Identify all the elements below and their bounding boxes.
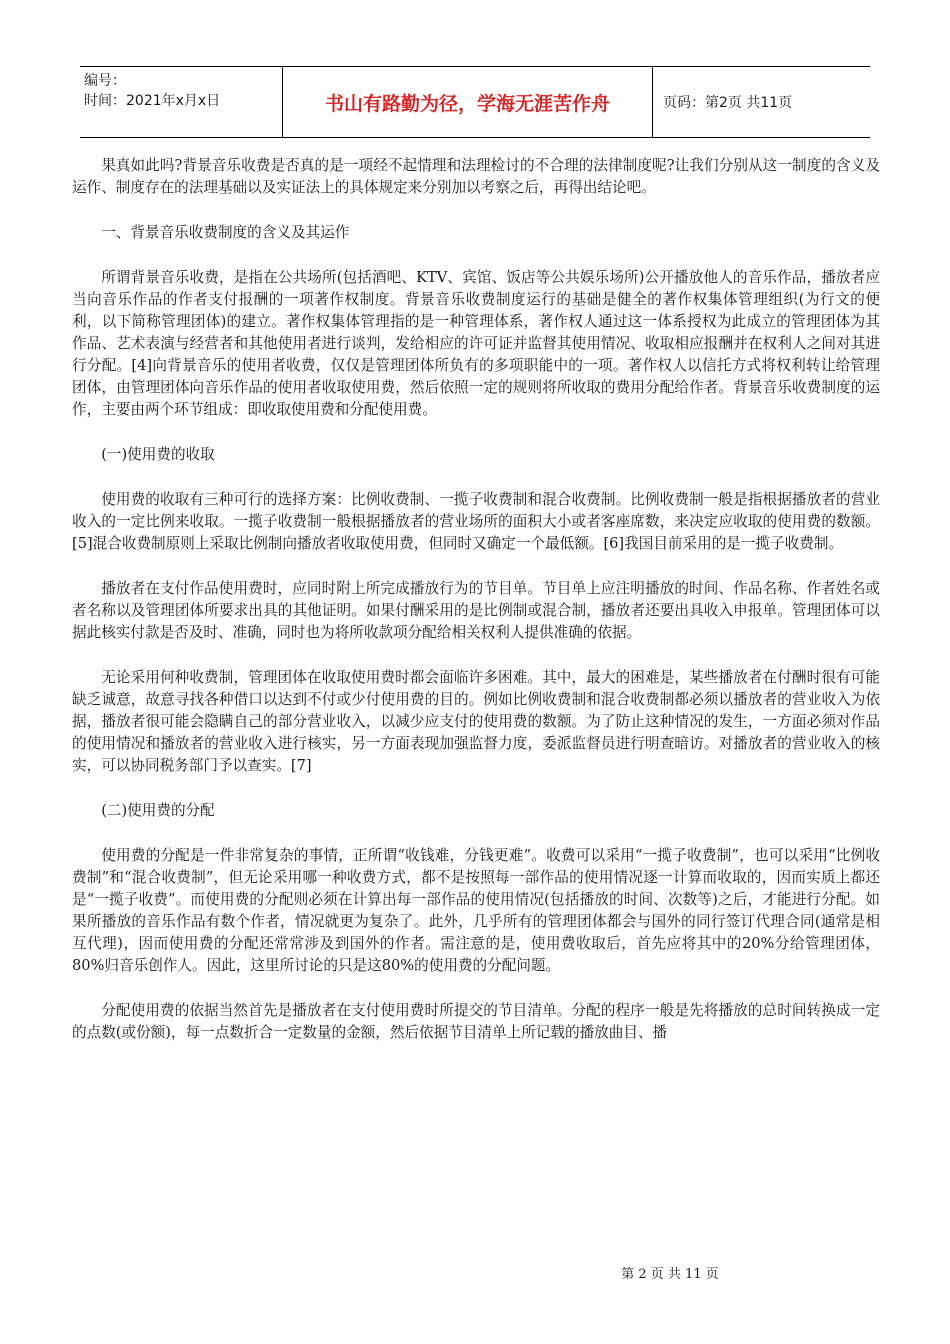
paragraph: 使用费的分配是一件非常复杂的事情，正所谓“收钱难，分钱更难”。收费可以采用“一揽子收费制”，也可以采用“比例收费制”和“混合收费制”，但无论采用哪一种收费方式，都不是按照每一部作品的使用情况逐一计算而收取的，因而实质上都还是“一揽子收费”。而使用费的分配则必须在计算出每一部作品的使用情况(包括播放的时间、次数等)之后，才能进行分配。如果所播放的音乐作品有数个作者，情况就更为复杂了。此外，几乎所有的管理团体都会与国外的同行签订代理合同(通常是相互代理)，因而使用费的分配还常常涉及到国外的作者。需注意的是，使用费收取后，首先应将其中的20%分给管理团体，80%归音乐创作人。因此，这里所讨论的只是这80%的使用费的分配问题。 (72, 847, 880, 974)
page-footer: 第 2 页 共 11 页 (621, 1267, 719, 1282)
subsection-heading: (二)使用费的分配 (101, 802, 215, 819)
paragraph: 果真如此吗?背景音乐收费是否真的是一项经不起情理和法理检讨的不合理的法律制度呢?让我们分别从这一制度的含义及运作、制度存在的法理基础以及实证法上的具体规定来分别加以考察之后，再得出结论吧。 (72, 157, 880, 196)
subsection-heading: (一)使用费的收取 (101, 446, 215, 463)
header-meta (80, 67, 283, 137)
paragraph: 使用费的收取有三种可行的选择方案：比例收费制、一揽子收费制和混合收费制。比例收费制一般是指根据播放者的营业收入的一定比例来收取。一揽子收费制一般根据播放者的营业场所的面积大小或者客座席数，来决定应收取的使用费的数额。[5]混合收费制原则上采取比例制向播放者收取使用费，但同时又确定一个最低额。[6]我国目前采用的是一揽子收费制。 (72, 491, 880, 552)
header-page-label: 页码：第2页 共11页 (663, 95, 793, 111)
paragraph: 无论采用何种收费制，管理团体在收取使用费时都会面临许多困难。其中，最大的困难是，某些播放者在付酬时很有可能缺乏诚意，故意寻找各种借口以达到不付或少付使用费的目的。例如比例收费制和混合收费制都必须以播放者的营业收入为依据，播放者很可能会隐瞒自己的部分营业收入，以减少应支付的使用费的数额。为了防止这种情况的发生，一方面必须对作品的使用情况和播放者的营业收入进行核实，另一方面表现加强监督力度，委派监督员进行明查暗访。对播放者的营业收入的核实，可以协同税务部门予以查实。[7] (72, 669, 880, 774)
document-body (72, 155, 880, 1067)
section-heading: 一、背景音乐收费制度的含义及其运作 (101, 224, 350, 241)
paragraph: 播放者在支付作品使用费时，应同时附上所完成播放行为的节目单。节目单上应注明播放的时间、作品名称、作者姓名或者名称以及管理团体所要求出具的其他证明。如果付酬采用的是比例制或混合制，播放者还要出具收入申报单。管理团体可以据此核实付款是否及时、准确，同时也为将所收款项分配给相关权利人提供准确的依据。 (72, 580, 880, 641)
paragraph: 所谓背景音乐收费，是指在公共场所(包括酒吧、KTV、宾馆、饭店等公共娱乐场所)公开播放他人的音乐作品，播放者应当向音乐作品的作者支付报酬的一项著作权制度。背景音乐收费制度运行的基础是健全的著作权集体管理组织(为行文的便利，以下简称管理团体)的建立。著作权集体管理指的是一种管理体系，著作权人通过这一体系授权为此成立的管理团体为其作品、艺术表演与经营者和其他使用者进行谈判，发给相应的许可证并监督其使用情况、收取相应报酬并在权利人之间对其进行分配。[4]向背景音乐的使用者收费，仅仅是管理团体所负有的多项职能中的一项。著作权人以信托方式将权利转让给管理团体，由管理团体向音乐作品的使用者收取使用费，然后依照一定的规则将所收取的费用分配给作者。背景音乐收费制度的运作，主要由两个环节组成：即收取使用费和分配使用费。 (72, 269, 880, 418)
header-motto: 书山有路勤为径，学海无涯苦作舟 (283, 67, 653, 137)
paragraph: 分配使用费的依据当然首先是播放者在支付使用费时所提交的节目清单。分配的程序一般是先将播放的总时间转换成一定的点数(或份额)，每一点数折合一定数量的金额，然后依据节目清单上所记载的播放曲目、播 (72, 1002, 880, 1041)
header-id-label: 编号： (84, 73, 126, 89)
page-header (80, 66, 870, 138)
header-time-label: 时间：2021年x月x日 (84, 93, 221, 109)
